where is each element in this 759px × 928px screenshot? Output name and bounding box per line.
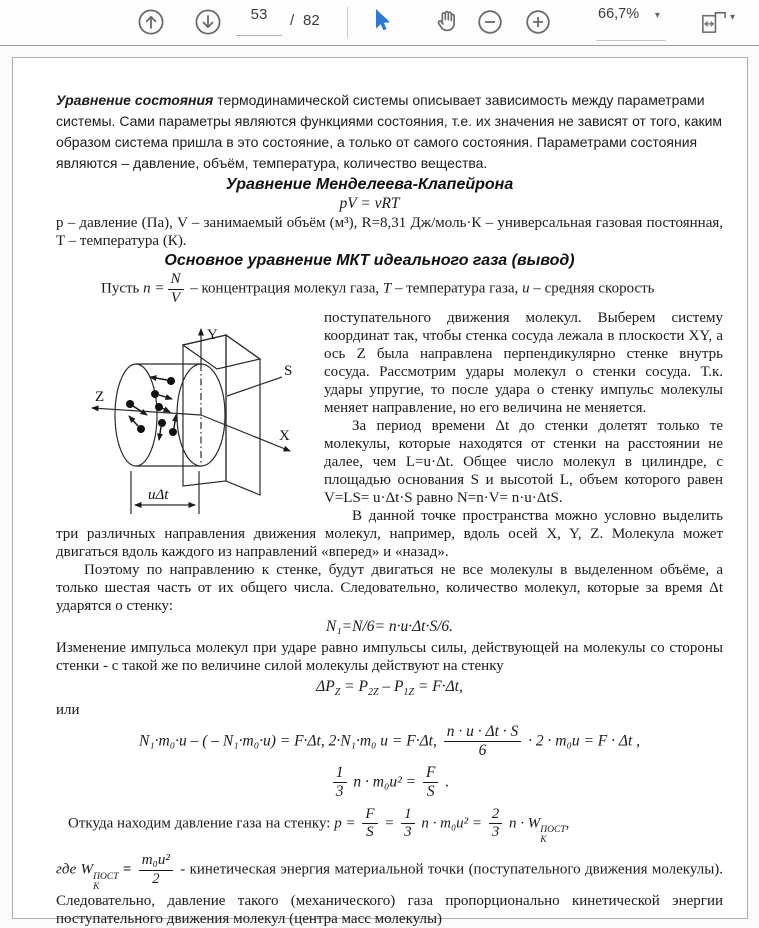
third-frac2-den: S: [426, 783, 435, 801]
label-s-surface: S: [284, 362, 293, 379]
pressure-eq-sign-1: =: [384, 815, 395, 832]
wrap-section: [56, 309, 723, 615]
term-lead: Уравнение состояния: [56, 92, 214, 108]
zoom-level-value: 66,7%: [598, 6, 640, 22]
arrow-down-circle-icon: [194, 24, 222, 39]
equation-state: pV = νRT: [339, 195, 400, 212]
equation-n1: N₁=N/6= n·u·Δt·S/6.: [325, 617, 454, 635]
pressure-frac3-num: 2: [489, 807, 503, 825]
paragraph-coordinates: поступательного движения молекул. Выберем систему координат так, чтобы стенка сосуда лежала в плоскости XY, а ось Z была направлена перпендикулярно стенке внутрь сосуда. Рассмотрим удары молекул о стенки сосуда. Т.к. удары упругие, то после удара о стенку импульс молекулы меняет направление, но его величина не меняется.: [324, 309, 723, 416]
page-down-button[interactable]: [194, 8, 222, 36]
pressure-frac1-den: S: [366, 824, 374, 841]
hand-icon: [433, 24, 462, 39]
momentum-frac-den: 6: [478, 741, 487, 759]
dp-term-2: = P: [340, 677, 368, 695]
label-y-axis: Y: [207, 326, 218, 343]
intro-text-1: Пусть: [101, 280, 140, 297]
kinetic-frac-den: 2: [152, 871, 160, 888]
fraction-numerator: N: [168, 272, 184, 290]
pressure-frac2-num: 1: [401, 807, 415, 825]
momentum-frac-num: n · u · Δt · S: [444, 724, 522, 742]
dp-sub-1: Z: [334, 686, 341, 698]
w2-subscript: K: [93, 881, 100, 892]
label-z-axis: Z: [95, 388, 105, 405]
pressure-frac1-num: F: [362, 807, 377, 825]
page-number-input[interactable]: 53: [236, 6, 282, 36]
paragraph-variables: p – давление (Па), V – занимаемый объём (м³), R=8,31 Дж/моль·К – универсальная газовая постоянная, T – температура (К).: [56, 215, 723, 249]
label-x-axis: X: [279, 427, 290, 444]
x-axis: [201, 415, 290, 451]
paragraph-sixth-part: Поэтому по направлению к стенке, будут двигаться не все молекулы в выделенном объёме, а только шестая часть от их общего числа. Следовательно, количество молекул, которые за время Δt ударятся о стенку:: [56, 561, 723, 614]
intro-var-n: n =: [143, 280, 165, 297]
zoom-in-button[interactable]: [525, 9, 551, 35]
momentum-part-2: · 2 · m₀u = F · Δt ,: [528, 731, 641, 749]
fit-width-icon: [699, 24, 728, 39]
wall-side-face: [226, 335, 260, 495]
equation-delta-p: [56, 678, 723, 698]
kinetic-rest: - кинетическая энергия материальной точки (поступательного движения молекулы). Следовательно, давление такого (механического) газа пропорционально кинетической энергии поступательного движения молекул (центра масс молекулы): [56, 862, 724, 928]
page-up-button[interactable]: [137, 8, 165, 36]
page-separator: /: [290, 12, 295, 29]
cylinder-left-end: [115, 364, 157, 466]
dp-sub-3: 1Z: [403, 686, 415, 698]
arrow-up-circle-icon: [137, 24, 165, 39]
intro-text-2: – концентрация молекул газа,: [190, 280, 380, 297]
fraction-denominator: V: [170, 289, 181, 306]
w-superscript: ПОСТ: [540, 825, 566, 836]
fit-options-dropdown[interactable]: [730, 13, 735, 23]
kinetic-lead: где W: [56, 862, 94, 879]
select-tool-button[interactable]: [370, 7, 394, 35]
pressure-p-eq: p =: [334, 815, 356, 832]
intro-var-u: u: [522, 280, 530, 297]
intro-var-T: T: [382, 280, 392, 297]
equation-one-third: [56, 765, 723, 801]
hand-tool-button[interactable]: [433, 7, 462, 36]
dp-term-1: ΔP: [316, 677, 335, 695]
kinetic-eq-sign: =: [122, 862, 132, 879]
third-middle: n · m₀u² =: [353, 773, 417, 791]
paragraph-impulse: Изменение импульса молекул при ударе равно импульсы силы, действующей на молекулы со стороны стенки - с такой же по величине силой молекулы действуют на стенку: [56, 639, 723, 674]
dp-sub-2: 2Z: [367, 686, 379, 698]
paragraph-kinetic-energy: [56, 853, 723, 928]
pressure-end: ,: [565, 815, 570, 832]
third-frac2-num: F: [423, 765, 438, 783]
paragraph-pressure-result: [68, 807, 723, 846]
paragraph-state-rest: термодинамической системы описывает зависимость между параметрами системы. Сами параметры являются функциями состояния, т.е. их значения не зависят от того, каким образом система пришла в это состояние, а только от самого состояния. Параметрами состояния являются – давление, объём, температура, количество вещества.: [56, 92, 723, 171]
label-udt: uΔt: [148, 486, 169, 503]
page-total: 82: [303, 12, 320, 29]
equation-momentum-chain: [56, 724, 723, 760]
zoom-out-button[interactable]: [477, 9, 503, 35]
plus-circle-icon: [525, 23, 551, 38]
third-frac1-num: 1: [333, 765, 347, 783]
third-frac1-den: 3: [335, 783, 344, 801]
page-content: [56, 90, 723, 928]
toolbar-divider: [347, 7, 348, 38]
figure-cylinder-wall: [86, 311, 314, 525]
paragraph-period: За период времени Δt до стенки долетят только те молекулы, которые находятся от стенки на расстоянии не далее, чем L=u·Δt. Общее число молекул в цилиндре, с площадью основания S и высотой L, объем которого равен V=LS= u·Δt·S равно N=n·V= n·u·ΔtS.: [324, 417, 723, 506]
line-concentration: [101, 272, 723, 307]
intro-text-3: – температура газа,: [394, 280, 519, 297]
pressure-label: Откуда находим давление газа на стенку:: [68, 815, 331, 832]
heading-mendeleev-clapeyron: Уравнение Менделеева-Клапейрона: [225, 176, 514, 193]
pressure-mid: n · m₀u² =: [421, 815, 483, 832]
paragraph-directions: В данной точке пространства можно условно выделить три различных направления движения молекул, например, вдоль осей X, Y, Z. Молекула может двигаться вдоль каждого из направлений «вперед» и «назад».: [56, 507, 723, 560]
minus-circle-icon: [477, 23, 503, 38]
fit-width-button[interactable]: [699, 8, 728, 36]
kinetic-frac-num: m₀u²: [139, 853, 173, 871]
w2-superscript: ПОСТ: [93, 872, 119, 883]
third-end: .: [445, 773, 450, 791]
heading-mkt-derivation: Основное уравнение МКТ идеального газа (вывод): [164, 252, 575, 269]
momentum-part-1: N₁·m₀·u – ( – N₁·m₀·u) = F·Δt, 2·N₁·m₀ u = F·Δt,: [138, 731, 437, 749]
dp-term-4: = F·Δt,: [414, 677, 463, 695]
cursor-arrow-icon: [370, 23, 394, 38]
word-or: или: [56, 701, 80, 718]
intro-text-4: – средняя скорость: [533, 280, 655, 297]
wall-front-face: [183, 335, 226, 486]
zoom-dropdown-underline: [596, 40, 666, 41]
chevron-down-icon: ▾: [730, 12, 736, 23]
w-subscript: K: [540, 834, 547, 845]
pressure-w-term: n · W: [509, 815, 541, 832]
pressure-frac2-den: 3: [404, 824, 412, 841]
dp-term-3: – P: [378, 677, 404, 695]
pressure-frac3-den: 3: [491, 824, 500, 841]
chevron-down-icon: ▾: [654, 10, 660, 21]
s-leader-line: [227, 377, 282, 396]
gas-molecules: [127, 377, 177, 440]
pdf-toolbar: [0, 0, 759, 46]
paragraph-state-equation: [56, 90, 723, 174]
zoom-level-dropdown[interactable]: [598, 6, 666, 22]
pdf-page: [12, 57, 748, 928]
